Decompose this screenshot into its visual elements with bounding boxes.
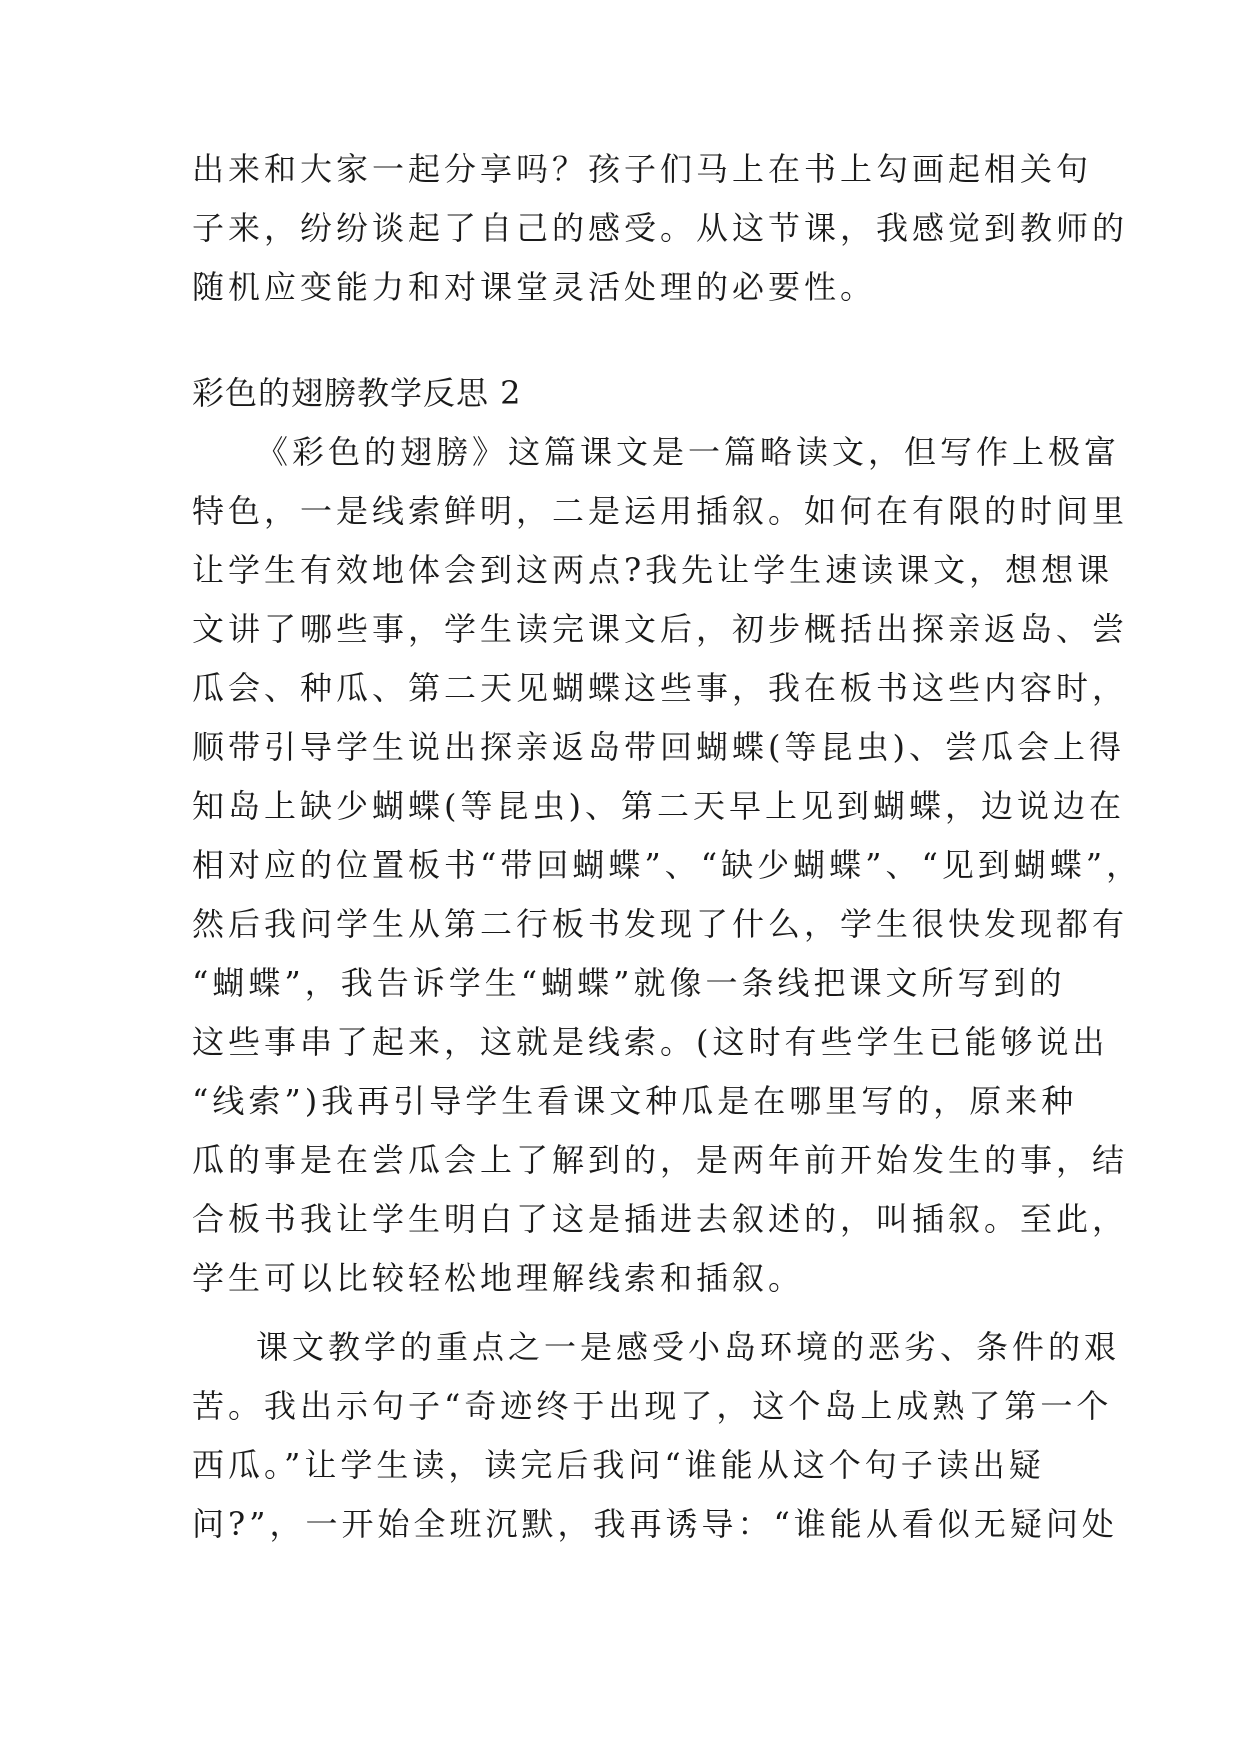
text-line: 特色，一是线索鲜明，二是运用插叙。如何在有限的时间里	[192, 492, 1129, 530]
paragraph-2	[192, 1318, 1121, 1554]
text-line: 苦。我出示句子“奇迹终于出现了，这个岛上成熟了第一个	[192, 1387, 1113, 1425]
text-line: 知岛上缺少蝴蝶(等昆虫)、第二天早上见到蝴蝶，边说边在	[192, 787, 1125, 825]
text-line: 合板书我让学生明白了这是插进去叙述的，叫插叙。至此，	[192, 1200, 1129, 1238]
text-line: 这些事串了起来，这就是线索。(这时有些学生已能够说出	[192, 1023, 1109, 1061]
text-line: 瓜的事是在尝瓜会上了解到的，是两年前开始发生的事，结	[192, 1141, 1129, 1179]
text-line: 课文教学的重点之一是感受小岛环境的恶劣、条件的艰	[256, 1328, 1121, 1366]
paragraph-continuation	[192, 140, 1129, 317]
text-line: 子来，纷纷谈起了自己的感受。从这节课，我感觉到教师的	[192, 209, 1129, 247]
text-line: “线索”)我再引导学生看课文种瓜是在哪里写的，原来种	[192, 1082, 1078, 1120]
text-line: 相对应的位置板书“带回蝴蝶”、“缺少蝴蝶”、“见到蝴蝶”，	[192, 846, 1143, 884]
paragraph-spacer	[192, 1308, 1062, 1318]
text-line: 随机应变能力和对课堂灵活处理的必要性。	[192, 268, 877, 306]
text-line: 然后我问学生从第二行板书发现了什么，学生很快发现都有	[192, 905, 1129, 943]
text-line: 让学生有效地体会到这两点?我先让学生速读课文，想想课	[192, 551, 1114, 589]
text-line: 文讲了哪些事，学生读完课文后，初步概括出探亲返岛、尝	[192, 610, 1129, 648]
section-heading: 彩色的翅膀教学反思 2	[192, 374, 522, 412]
text-line: “蝴蝶”，我告诉学生“蝴蝶”就像一条线把课文所写到的	[192, 964, 1066, 1002]
text-line: 出来和大家一起分享吗？孩子们马上在书上勾画起相关句	[192, 150, 1093, 188]
text-line: 《彩色的翅膀》这篇课文是一篇略读文，但写作上极富	[256, 433, 1121, 471]
document-page	[192, 140, 1143, 1554]
text-line: 学生可以比较轻松地理解线索和插叙。	[192, 1259, 805, 1297]
text-line: 顺带引导学生说出探亲返岛带回蝴蝶(等昆虫)、尝瓜会上得	[192, 728, 1125, 766]
text-line: 西瓜。”让学生读，读完后我问“谁能从这个句子读出疑	[192, 1446, 1045, 1484]
text-line: 问?”，一开始全班沉默，我再诱导：“谁能从看似无疑问处	[192, 1505, 1118, 1543]
paragraph-1	[192, 423, 1143, 1308]
text-line: 瓜会、种瓜、第二天见蝴蝶这些事，我在板书这些内容时，	[192, 669, 1129, 707]
